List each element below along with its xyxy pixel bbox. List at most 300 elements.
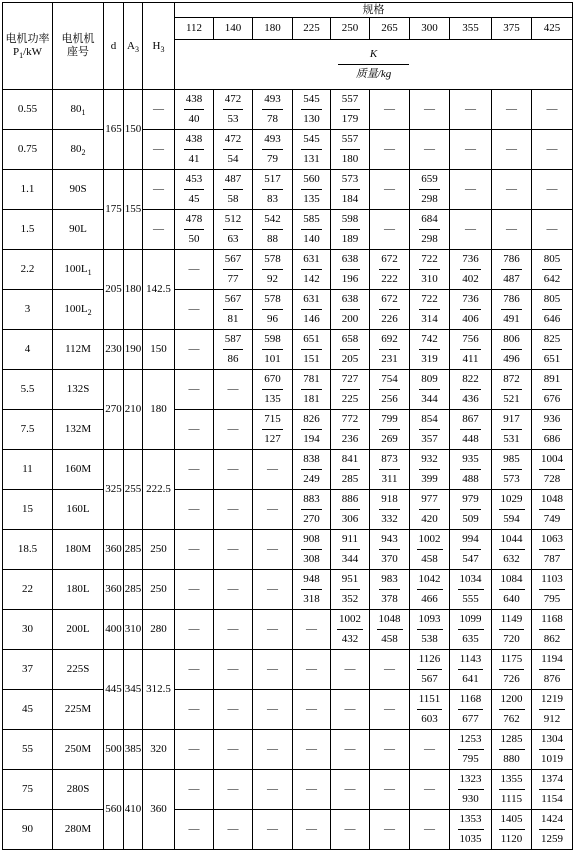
k-mass-cell: [492, 730, 532, 770]
k-value: 1424: [541, 813, 564, 825]
empty-cell: [214, 450, 253, 490]
mass-value: 1115: [499, 789, 525, 806]
k-mass-cell: [410, 290, 450, 330]
h3-cell: 180: [143, 370, 175, 450]
k-mass-fraction: [338, 48, 409, 81]
empty-cell: [410, 90, 450, 130]
mass-value: 912: [539, 709, 565, 726]
k-mass-cell: [410, 170, 450, 210]
k-value: 585: [303, 213, 320, 225]
k-mass-value: [377, 613, 403, 646]
mass-value: 880: [499, 749, 525, 766]
k-mass-header: [175, 40, 573, 90]
k-value: 891: [543, 373, 561, 385]
mass-value: 226: [379, 309, 400, 326]
k-value: 1323: [459, 773, 482, 785]
k-mass-value: [262, 293, 283, 326]
k-mass-value: [262, 413, 283, 446]
k-mass-cell: [175, 130, 214, 170]
mass-value: 352: [340, 589, 361, 606]
empty-cell: [370, 690, 410, 730]
dash-mark: —: [306, 663, 317, 675]
k-mass-cell: [532, 290, 573, 330]
k-mass-cell: [532, 610, 573, 650]
k-value: 872: [503, 373, 520, 385]
a3-header: $A_3$: [124, 3, 143, 90]
empty-cell: [293, 730, 331, 770]
k-mass-value: [458, 733, 484, 766]
empty-cell: [175, 410, 214, 450]
k-mass-value: [539, 653, 565, 686]
dash-mark: —: [306, 743, 317, 755]
k-mass-value: [419, 253, 440, 286]
k-mass-value: [458, 773, 484, 806]
motor-frame-header: [53, 3, 104, 90]
empty-cell: [175, 530, 214, 570]
d-cell: 445: [104, 650, 124, 730]
mass-value: 487: [501, 269, 522, 286]
empty-cell: [175, 650, 214, 690]
empty-cell: [214, 650, 253, 690]
k-mass-value: [301, 93, 322, 126]
mass-value: 728: [539, 469, 565, 486]
frame-cell: [53, 610, 104, 650]
power-cell: 5.5: [3, 370, 53, 410]
mass-value: 135: [262, 389, 283, 406]
size-header-300: 300: [410, 18, 450, 40]
mass-value: 311: [379, 469, 400, 486]
empty-cell: [450, 210, 492, 250]
k-value: 573: [341, 173, 359, 185]
k-mass-cell: [450, 250, 492, 290]
k-mass-cell: [331, 330, 370, 370]
mass-value: 306: [340, 509, 361, 526]
k-value: 638: [341, 253, 359, 265]
k-mass-value: [379, 493, 400, 526]
k-mass-value: [379, 453, 400, 486]
k-value: 598: [341, 213, 359, 225]
empty-cell: [450, 90, 492, 130]
k-mass-cell: [331, 130, 370, 170]
k-mass-value: [301, 413, 322, 446]
k-mass-cell: [331, 370, 370, 410]
k-mass-value: [340, 333, 361, 366]
k-mass-cell: [331, 250, 370, 290]
k-value: 977: [421, 493, 438, 505]
k-mass-cell: [492, 490, 532, 530]
dash-mark: —: [465, 143, 476, 155]
mass-value: 378: [379, 589, 400, 606]
mass-value: 140: [301, 229, 322, 246]
k-mass-cell: [410, 530, 450, 570]
mass-value: 50: [184, 229, 205, 246]
frame-label: 132M: [64, 423, 92, 435]
mass-value: 547: [460, 549, 481, 566]
k-mass-value: [379, 253, 400, 286]
k-value: 911: [341, 533, 359, 545]
mass-value: 78: [262, 109, 283, 126]
frame-label: 80: [70, 143, 82, 155]
mass-value: 332: [379, 509, 400, 526]
k-mass-value: [539, 813, 565, 846]
dash-mark: —: [267, 823, 278, 835]
k-value: 659: [421, 173, 438, 185]
k-value: 742: [421, 333, 438, 345]
power-unit-label: $P_1/kW$: [12, 46, 43, 61]
dash-mark: —: [188, 423, 200, 435]
a3-cell: 190: [124, 330, 143, 370]
k-mass-value: [499, 533, 525, 566]
empty-cell: [331, 730, 370, 770]
dash-mark: —: [188, 663, 200, 675]
d-cell: 560: [104, 770, 124, 850]
dash-mark: —: [506, 223, 517, 235]
k-value: 578: [264, 253, 281, 265]
mass-value: 194: [301, 429, 322, 446]
k-value: 684: [421, 213, 438, 225]
h3-cell: 320: [143, 730, 175, 770]
k-mass-value: [301, 373, 322, 406]
k-mass-value: [458, 813, 484, 846]
mass-value: 101: [262, 349, 283, 366]
k-mass-value: [340, 453, 361, 486]
k-mass-value: [501, 293, 522, 326]
dash-mark: —: [188, 383, 200, 395]
k-mass-cell: [410, 490, 450, 530]
k-mass-cell: [293, 570, 331, 610]
k-value: 838: [303, 453, 320, 465]
k-mass-cell: [492, 530, 532, 570]
frame-subscript: 2: [81, 148, 86, 158]
k-mass-value: [417, 573, 443, 606]
mass-value: 795: [458, 749, 484, 766]
empty-cell: [253, 690, 293, 730]
k-mass-cell: [293, 170, 331, 210]
k-mass-cell: [450, 530, 492, 570]
k-mass-cell: [532, 810, 573, 850]
k-mass-cell: [492, 330, 532, 370]
dash-mark: —: [188, 303, 200, 315]
frame-subscript: 2: [87, 308, 92, 318]
k-mass-value: [417, 653, 443, 686]
dash-mark: —: [306, 783, 317, 795]
dash-mark: —: [227, 423, 239, 435]
empty-cell: [331, 770, 370, 810]
table-row: [3, 410, 573, 450]
h3-cell: 360: [143, 770, 175, 850]
table-row: [3, 570, 573, 610]
power-cell: 15: [3, 490, 53, 530]
size-header-425: 425: [532, 18, 573, 40]
frame-label: 160L: [66, 503, 90, 515]
k-value: 886: [341, 493, 359, 505]
k-value: 1405: [500, 813, 523, 825]
k-mass-cell: [410, 410, 450, 450]
k-mass-value: [262, 213, 283, 246]
dash-mark: —: [424, 143, 435, 155]
k-mass-cell: [214, 330, 253, 370]
k-mass-value: [539, 693, 565, 726]
k-mass-value: [301, 173, 322, 206]
dash-mark: —: [384, 143, 395, 155]
mass-value: 1019: [539, 749, 565, 766]
k-mass-value: [340, 293, 361, 326]
frame-cell: [53, 410, 104, 450]
dash-mark: —: [424, 103, 435, 115]
mass-value: 181: [301, 389, 322, 406]
mass-value: 930: [458, 789, 484, 806]
dash-mark: —: [267, 503, 278, 515]
k-value: 472: [224, 133, 242, 145]
mass-value: 180: [340, 149, 361, 166]
size-header-140: 140: [214, 18, 253, 40]
k-mass-cell: [331, 170, 370, 210]
power-cell: 37: [3, 650, 53, 690]
mass-value: 92: [262, 269, 283, 286]
dash-mark: —: [188, 623, 200, 635]
k-mass-value: [223, 133, 244, 166]
table-row: [3, 730, 573, 770]
dash-mark: —: [227, 783, 239, 795]
d-cell: 500: [104, 730, 124, 770]
k-value: 631: [303, 253, 320, 265]
h3-cell: —: [143, 210, 175, 250]
empty-cell: [253, 490, 293, 530]
empty-cell: [293, 650, 331, 690]
k-mass-cell: [532, 730, 573, 770]
empty-cell: [370, 130, 410, 170]
mass-value: 40: [184, 109, 205, 126]
k-mass-cell: [293, 250, 331, 290]
mass-value: 370: [379, 549, 400, 566]
k-mass-cell: [370, 370, 410, 410]
dash-mark: —: [465, 223, 476, 235]
k-mass-value: [340, 253, 361, 286]
k-value: 487: [224, 173, 242, 185]
k-value: 478: [185, 213, 203, 225]
k-value: 587: [224, 333, 242, 345]
k-mass-cell: [410, 370, 450, 410]
k-mass-value: [379, 533, 400, 566]
dash-mark: —: [227, 543, 239, 555]
dash-mark: —: [188, 343, 200, 355]
frame-label: 112M: [65, 343, 91, 355]
mass-value: 256: [379, 389, 400, 406]
k-value: 1253: [459, 733, 482, 745]
empty-cell: [214, 410, 253, 450]
power-cell: 3: [3, 290, 53, 330]
k-mass-value: [301, 213, 322, 246]
k-value: 983: [381, 573, 398, 585]
k-value: 493: [264, 133, 281, 145]
power-header: [3, 3, 53, 90]
empty-cell: [370, 650, 410, 690]
k-mass-cell: [331, 450, 370, 490]
k-mass-value: [458, 653, 484, 686]
k-mass-value: [542, 413, 563, 446]
k-mass-cell: [450, 370, 492, 410]
k-value: 658: [341, 333, 359, 345]
k-mass-cell: [410, 690, 450, 730]
k-mass-value: [262, 173, 283, 206]
k-value: 736: [462, 253, 479, 265]
k-value: 651: [303, 333, 320, 345]
k-value: 1168: [541, 613, 563, 625]
k-mass-cell: [331, 290, 370, 330]
motor-header-line2: 座号: [67, 46, 89, 58]
frame-cell: [53, 370, 104, 410]
mass-value: 135: [301, 189, 322, 206]
empty-cell: [370, 90, 410, 130]
k-mass-value: [301, 493, 322, 526]
k-mass-value: [262, 333, 283, 366]
k-mass-value: [340, 173, 361, 206]
empty-cell: [370, 770, 410, 810]
k-mass-cell: [532, 450, 573, 490]
k-mass-value: [458, 613, 484, 646]
k-mass-cell: [253, 290, 293, 330]
k-mass-value: [539, 533, 565, 566]
mass-value: 677: [458, 709, 484, 726]
h3-header: $H_3$: [143, 3, 175, 90]
k-mass-cell: [492, 290, 532, 330]
k-mass-cell: [331, 90, 370, 130]
k-value: 979: [462, 493, 479, 505]
frame-label: 80: [70, 103, 82, 115]
k-mass-value: [419, 453, 440, 486]
k-value: 825: [543, 333, 561, 345]
k-mass-value: [542, 253, 563, 286]
k-mass-value: [539, 733, 565, 766]
mass-value: 196: [340, 269, 361, 286]
k-mass-cell: [532, 530, 573, 570]
k-mass-cell: [370, 450, 410, 490]
mass-value: 151: [301, 349, 322, 366]
k-mass-cell: [450, 730, 492, 770]
mass-value: 567: [417, 669, 443, 686]
k-mass-value: [499, 813, 525, 846]
k-value: 493: [264, 93, 281, 105]
empty-cell: [214, 370, 253, 410]
frame-label: 225S: [66, 663, 90, 675]
mass-value: 184: [340, 189, 361, 206]
k-value: 1002: [339, 613, 361, 625]
empty-cell: [331, 810, 370, 850]
size-header-225: 225: [293, 18, 331, 40]
k-mass-value: [184, 213, 205, 246]
k-value: 722: [421, 293, 438, 305]
empty-cell: [214, 690, 253, 730]
empty-cell: [532, 210, 573, 250]
k-mass-value: [379, 333, 400, 366]
mass-value: 86: [223, 349, 244, 366]
dash-mark: —: [188, 263, 200, 275]
mass-value: 640: [499, 589, 525, 606]
k-mass-cell: [450, 810, 492, 850]
mass-value: 298: [419, 229, 440, 246]
empty-cell: [253, 770, 293, 810]
dash-mark: —: [384, 103, 395, 115]
mass-value: 402: [460, 269, 481, 286]
k-value: 1048: [378, 613, 401, 625]
d-cell: 360: [104, 530, 124, 570]
k-mass-cell: [370, 530, 410, 570]
k-value: 1151: [418, 693, 441, 705]
mass-value: 236: [340, 429, 361, 446]
k-mass-cell: [293, 210, 331, 250]
mass-value: 651: [542, 349, 563, 366]
mass-value: 1120: [499, 829, 525, 846]
k-value: 1084: [500, 573, 523, 585]
dash-mark: —: [506, 143, 517, 155]
dash-mark: —: [465, 103, 476, 115]
empty-cell: [331, 650, 370, 690]
k-mass-value: [340, 213, 361, 246]
k-mass-value: [301, 133, 322, 166]
empty-cell: [450, 130, 492, 170]
empty-cell: [214, 730, 253, 770]
k-mass-cell: [293, 290, 331, 330]
frame-label: 250M: [64, 743, 92, 755]
mass-value: 1154: [539, 789, 565, 806]
mass-value: 646: [542, 309, 563, 326]
dash-mark: —: [384, 823, 395, 835]
k-value: 935: [462, 453, 479, 465]
empty-cell: [532, 90, 573, 130]
empty-cell: [175, 770, 214, 810]
k-mass-cell: [450, 490, 492, 530]
k-mass-value: [223, 253, 244, 286]
k-mass-value: [419, 213, 440, 246]
dash-mark: —: [188, 743, 200, 755]
k-value: 918: [381, 493, 398, 505]
k-mass-value: [223, 333, 244, 366]
k-mass-cell: [532, 330, 573, 370]
k-mass-value: [458, 573, 484, 606]
k-mass-value: [379, 293, 400, 326]
k-value: 873: [381, 453, 398, 465]
k-value: 631: [303, 293, 320, 305]
k-value: 943: [381, 533, 398, 545]
k-value: 1099: [459, 613, 482, 625]
dash-mark: —: [344, 823, 356, 835]
mass-value: 635: [458, 629, 484, 646]
empty-cell: [410, 130, 450, 170]
d-header: d: [104, 3, 124, 90]
k-value: 1044: [500, 533, 523, 545]
k-mass-value: [419, 373, 440, 406]
mass-value: 432: [337, 629, 363, 646]
k-value: 805: [543, 253, 561, 265]
dash-mark: —: [227, 503, 239, 515]
table-row: [3, 610, 573, 650]
k-mass-cell: [370, 410, 410, 450]
k-mass-cell: [532, 570, 573, 610]
dash-mark: —: [344, 743, 356, 755]
k-mass-cell: [492, 650, 532, 690]
k-value: 545: [303, 133, 320, 145]
dash-mark: —: [188, 583, 200, 595]
empty-cell: [253, 610, 293, 650]
k-mass-value: [460, 253, 481, 286]
dash-mark: —: [424, 823, 435, 835]
k-mass-cell: [370, 330, 410, 370]
k-mass-cell: [450, 570, 492, 610]
k-mass-value: [223, 93, 244, 126]
mass-value: 488: [460, 469, 481, 486]
mass-value: 314: [419, 309, 440, 326]
mass-value: 491: [501, 309, 522, 326]
